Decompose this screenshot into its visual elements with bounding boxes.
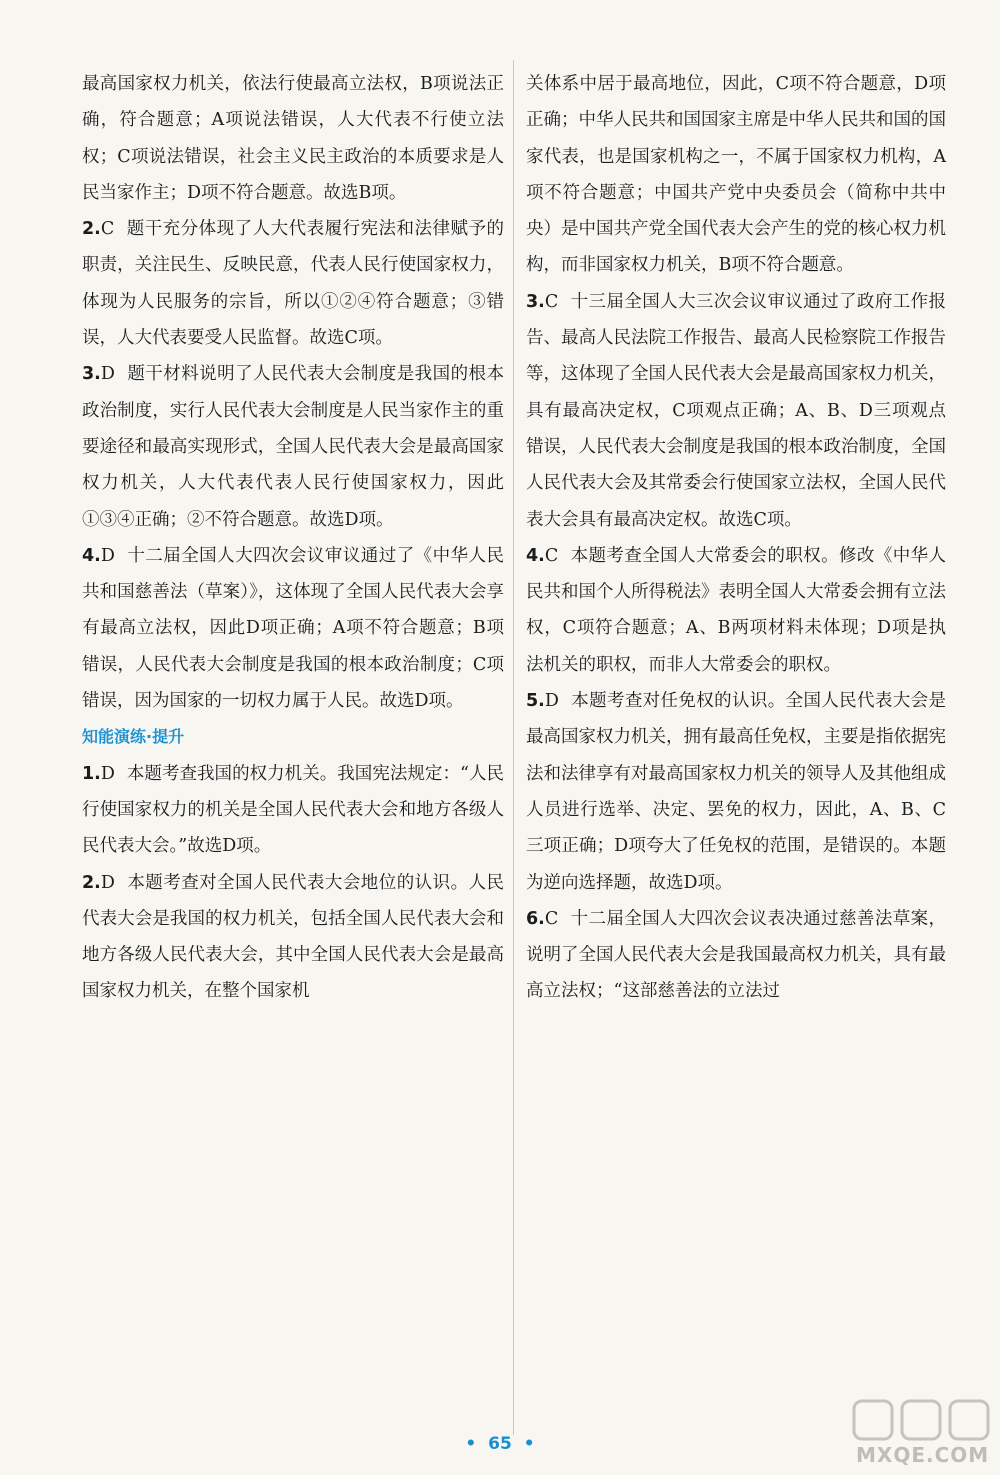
- column-divider: [513, 60, 514, 1435]
- item-number: 1.: [82, 763, 101, 784]
- item-number: 3.: [82, 364, 101, 385]
- left-column: [82, 66, 504, 1010]
- answer-item: [526, 538, 946, 683]
- item-number: 5.: [526, 691, 545, 712]
- answer-letter: D: [544, 691, 559, 712]
- item-number: 3.: [526, 291, 545, 312]
- page-number: 65: [488, 1434, 512, 1454]
- answer-letter: D: [100, 872, 115, 893]
- footer-dot-left: •: [465, 1434, 477, 1454]
- watermark-logo-icon: [848, 1395, 998, 1445]
- item-number: 2.: [82, 219, 101, 240]
- footer-dot-right: •: [523, 1434, 535, 1454]
- explanation-text: 十二届全国人大四次会议表决通过慈善法草案，说明了全国人民代表大会是我国最高权力机关，具有最高立法权；“这部慈善法的立法过: [526, 908, 946, 1002]
- answer-item: [82, 756, 504, 865]
- answer-item: [526, 683, 946, 901]
- explanation-text: 最高国家权力机关，依法行使最高立法权，B项说法正确，符合题意；A项说法错误，人大代表不行使立法权；C项说法错误，社会主义民主政治的本质要求是人民当家作主；D项不符合题意。故选B项。: [82, 74, 504, 203]
- section-heading: 知能演练·提升: [82, 727, 185, 747]
- answer-letter: D: [100, 545, 115, 566]
- explanation-text: 本题考查对任免权的认识。全国人民代表大会是最高国家权力机关，拥有最高任免权，主要是指依据宪法和法律享有对最高国家权力机关的领导人及其他组成人员进行选举、决定、罢免的权力，因此，A、B、C三项正确；D项夸大了任免权的范围，是错误的。本题为逆向选择题，故选D项。: [526, 691, 946, 893]
- answer-item: [82, 538, 504, 719]
- item-number: 4.: [526, 545, 545, 566]
- item-number: 2.: [82, 872, 101, 893]
- answer-item: [82, 211, 504, 356]
- explanation-text: 题干材料说明了人民代表大会制度是我国的根本政治制度，实行人民代表大会制度是人民当家作主的重要途径和最高实现形式，全国人民代表大会是最高国家权力机关，人大代表代表人民行使国家权力，因此①③④正确；②不符合题意。故选D项。: [82, 364, 504, 530]
- answer-item: [526, 284, 946, 538]
- explanation-text: 题干充分体现了人大代表履行宪法和法律赋予的职责，关注民生、反映民意，代表人民行使国家权力，体现为人民服务的宗旨，所以①②④符合题意；③错误，人大代表要受人民监督。故选C项。: [82, 219, 504, 349]
- explanation-text: 本题考查全国人大常委会的职权。修改《中华人民共和国个人所得税法》表明全国人大常委会拥有立法权，C项符合题意；A、B两项材料未体现；D项是执法机关的职权，而非人大常委会的职权。: [526, 545, 946, 675]
- answer-letter: C: [544, 908, 559, 929]
- explanation-text: 十二届全国人大四次会议审议通过了《中华人民共和国慈善法（草案）》，这体现了全国人民代表大会享有最高立法权，因此D项正确；A项不符合题意；B项错误，人民代表大会制度是我国的根本政治制度；C项错误，因为国家的一切权力属于人民。故选D项。: [82, 545, 504, 712]
- answer-letter: C: [544, 291, 559, 312]
- answer-letter: C: [100, 219, 115, 240]
- answer-item: [526, 66, 946, 284]
- answer-letter: D: [100, 364, 115, 385]
- explanation-text: 十三届全国人大三次会议审议通过了政府工作报告、最高人民法院工作报告、最高人民检察院工作报告等，这体现了全国人民代表大会是最高国家权力机关，具有最高决定权，C项观点正确；A、B、D三项观点错误，人民代表大会制度是我国的根本政治制度，全国人民代表大会及其常委会行使国家立法权，全国人民代表大会具有最高决定权。故选C项。: [526, 291, 946, 530]
- explanation-text: 本题考查对全国人民代表大会地位的认识。人民代表大会是我国的权力机关，包括全国人民代表大会和地方各级人民代表大会，其中全国人民代表大会是最高国家权力机关，在整个国家机: [82, 872, 504, 1002]
- watermark-text: MXQE.COM: [856, 1443, 990, 1467]
- answer-item: [526, 901, 946, 1010]
- explanation-text: 关体系中居于最高地位，因此，C项不符合题意，D项正确；中华人民共和国国家主席是中华人民共和国的国家代表，也是国家机构之一，不属于国家权力机构，A项不符合题意；中国共产党中央委员会（简称中共中央）是中国共产党全国代表大会产生的党的核心权力机构，而非国家权力机关，B项不符合题意。: [526, 74, 946, 276]
- answer-letter: C: [544, 545, 559, 566]
- watermark-logo: [848, 1395, 998, 1475]
- item-number: 6.: [526, 908, 545, 929]
- explanation-text: 本题考查我国的权力机关。我国宪法规定：“人民行使国家权力的机关是全国人民代表大会和地方各级人民代表大会。”故选D项。: [82, 763, 504, 857]
- item-number: 4.: [82, 545, 101, 566]
- answer-letter: D: [100, 763, 115, 784]
- right-column: [526, 66, 946, 1010]
- answer-item: [82, 356, 504, 537]
- answer-item: [82, 66, 504, 211]
- answer-item: [82, 865, 504, 1010]
